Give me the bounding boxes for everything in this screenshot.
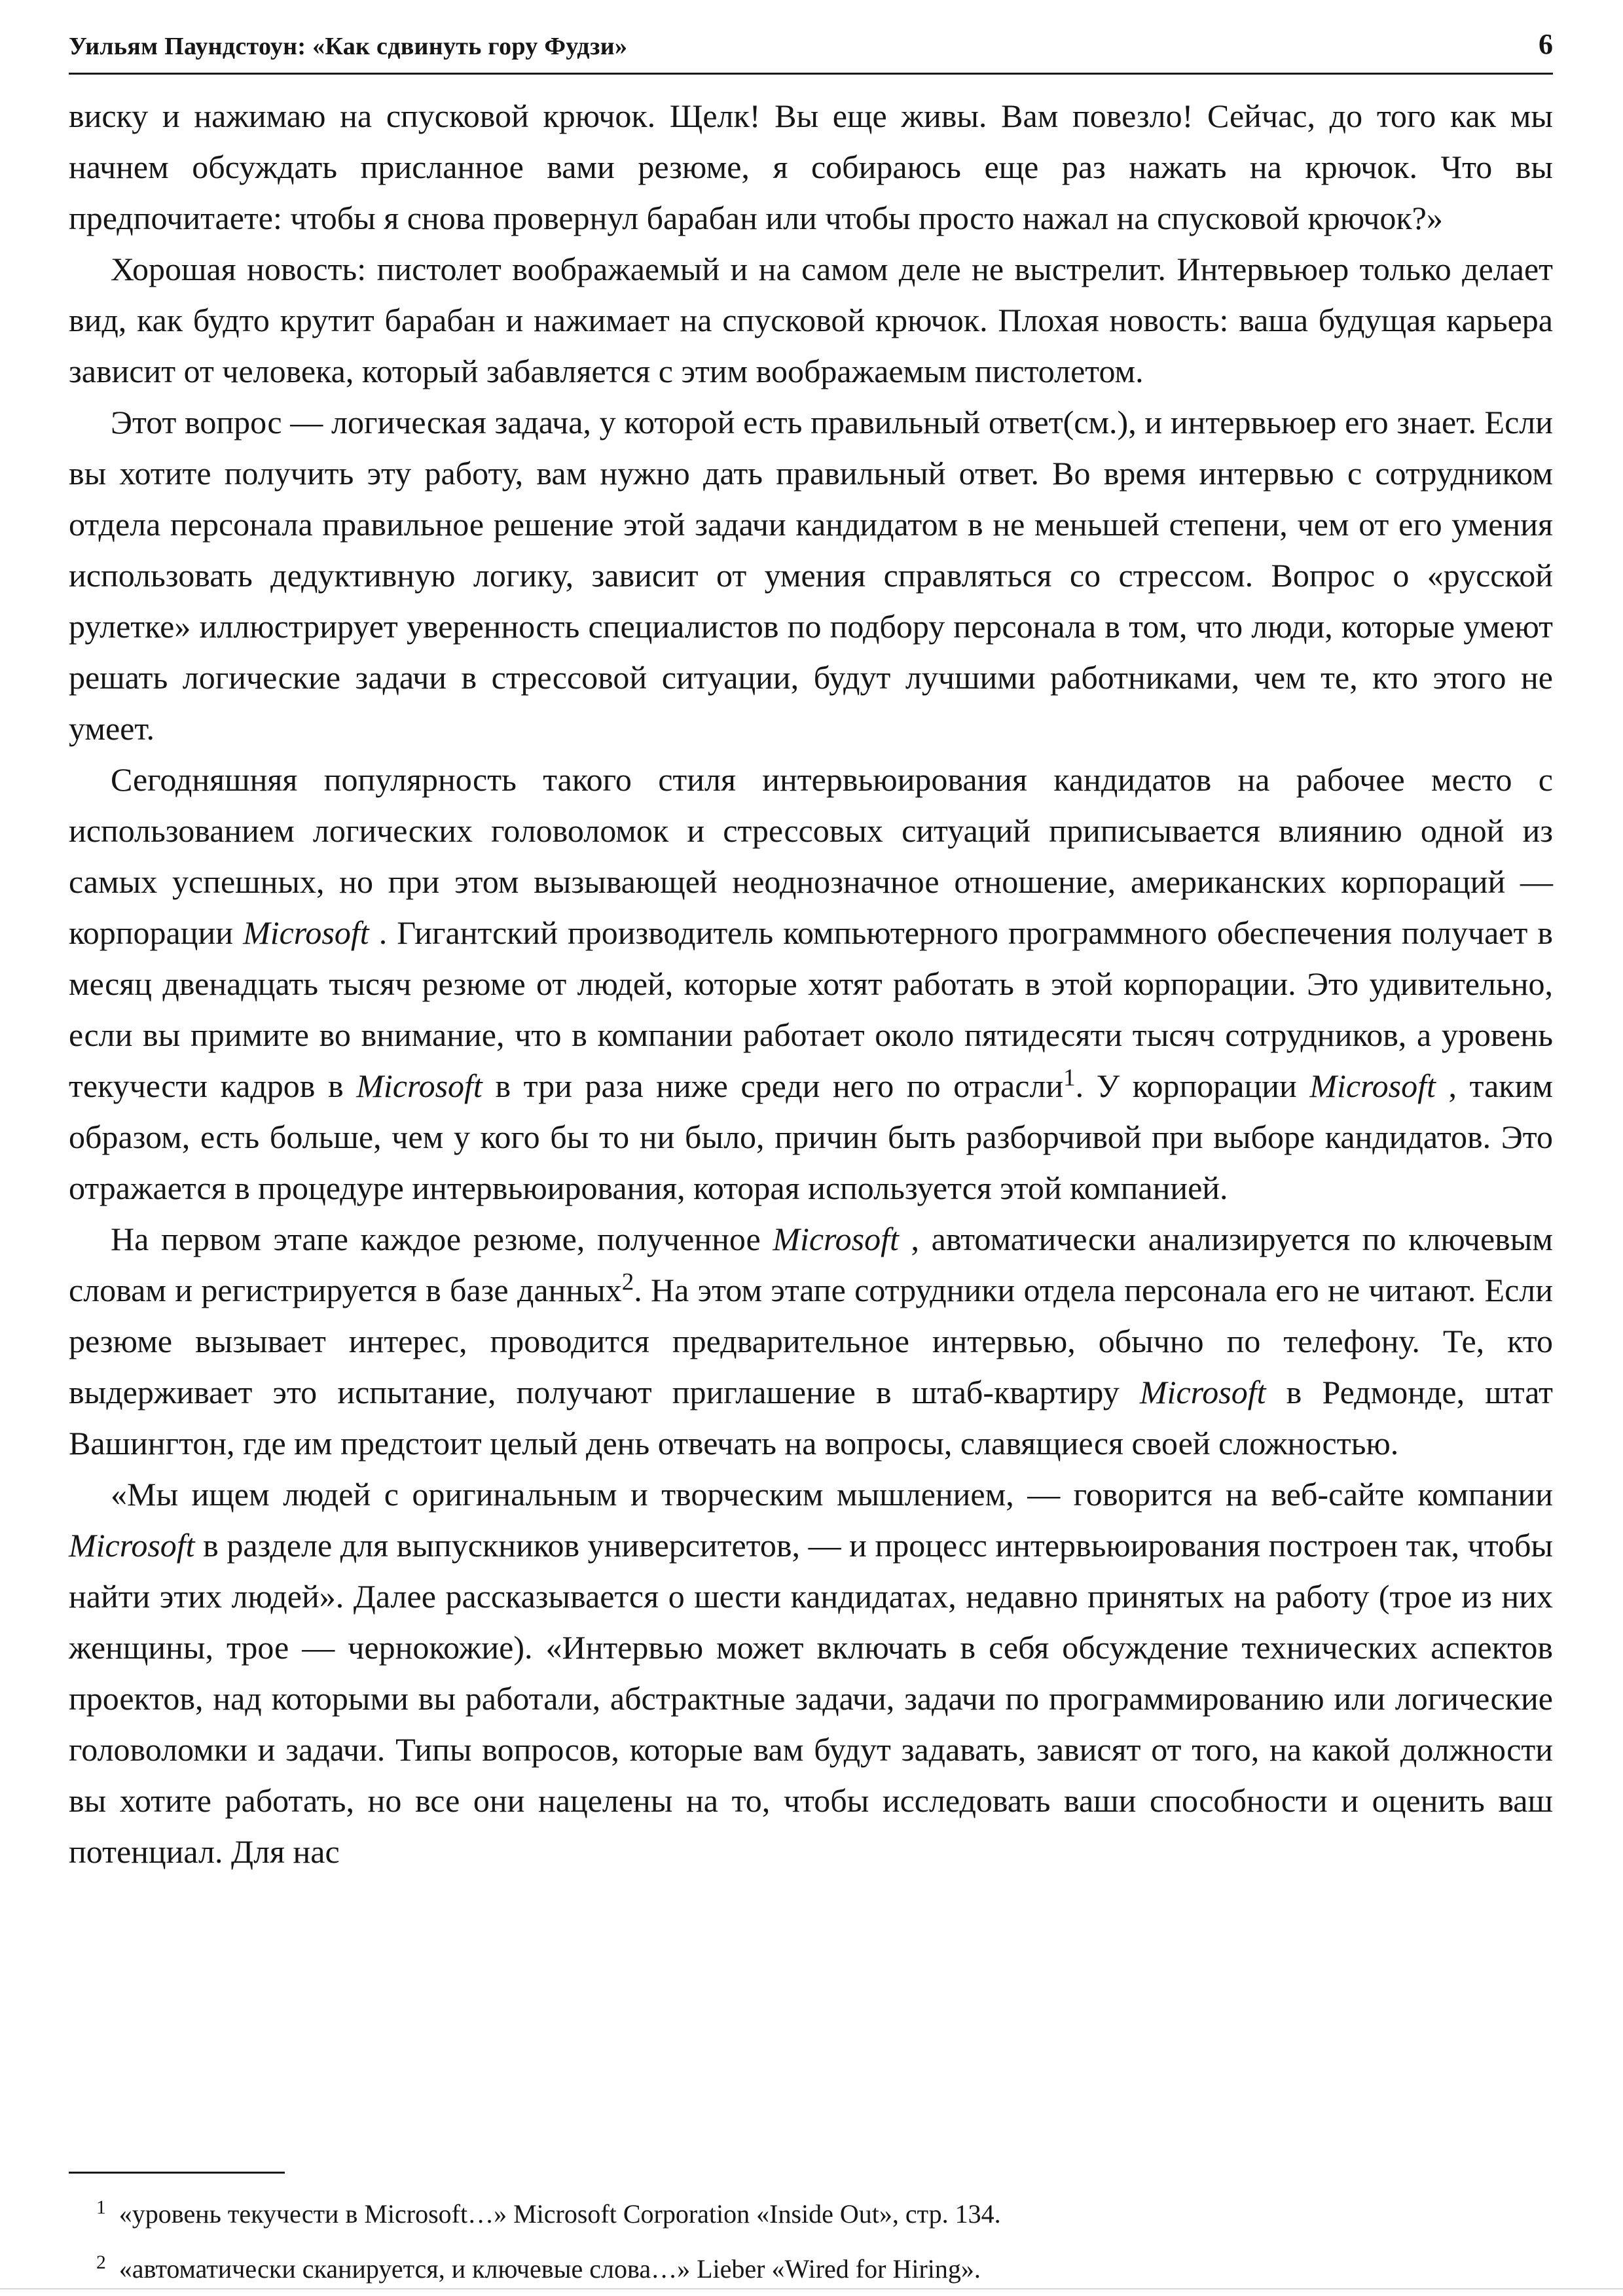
- page-number: 6: [1539, 28, 1553, 60]
- page-content: [69, 27, 1553, 1877]
- paragraph: Этот вопрос — логическая задача, у которой есть правильный ответ(см.), и интервьюер его знает. Если вы хотите получить эту работу, вам нужно дать правильный ответ. Во время интервью с сотрудником отдела персонала правильное решение этой задачи кандидатом в не меньшей степени, чем от его умения использовать дедуктивную логику, зависит от умения справляться со стрессом. Вопрос о «русской рулетке» иллюстрирует уверенность специалистов по подбору персонала в том, что люди, которые умеют решать логические задачи в стрессовой ситуации, будут лучшими работниками, чем те, кто этого не умеет.: [69, 404, 1553, 747]
- paragraph: Сегодняшняя популярность такого стиля интервьюирования кандидатов на рабочее место с использованием логических головоломок и стрессовых ситуаций приписывается влиянию одной из самых успешных, но при этом вызывающей неоднозначное отношение, американских корпораций — корпорации Microsoft . Гигантский производитель компьютерного программного обеспечения получает в месяц двенадцать тысяч резюме от людей, которые хотят работать в этой корпорации. Это удивительно, если вы примите во внимание, что в компании работает около пятидесяти тысяч сотрудников, а уровень текучести кадров в Microsoft в три раза ниже среди него по отрасли$^1$. У корпорации Microsoft , таким образом, есть больше, чем у кого бы то ни было, причин быть разборчивой при выборе кандидатов. Это отражается в процедуре интервьюирования, которая используется этой компанией.: [69, 761, 1554, 1206]
- body-text: [69, 90, 1553, 1877]
- footnote-separator: [69, 2172, 285, 2174]
- page-bottom-edge: [0, 2288, 1623, 2289]
- footnote: $^2$ «автоматически сканируется, и ключевые слова…» Lieber «Wired for Hiring».: [96, 2251, 981, 2284]
- paragraph: На первом этапе каждое резюме, полученное Microsoft , автоматически анализируется по ключевым словам и регистрируется в базе данных$^2$. На этом этапе сотрудники отдела персонала его не читают. Если резюме вызывает интерес, проводится предварительное интервью, обычно по телефону. Те, кто выдерживает это испытание, получают приглашение в штаб-квартиру Microsoft в Редмонде, штат Вашингтон, где им предстоит целый день отвечать на вопросы, славящиеся своей сложностью.: [69, 1221, 1553, 1462]
- footnote: $^1$ «уровень текучести в Microsoft…» Microsoft Corporation «Inside Out», стр. 134.: [96, 2197, 1001, 2229]
- footnotes-section: [69, 2172, 1553, 2296]
- paragraph: виску и нажимаю на спусковой крючок. Щелк! Вы еще живы. Вам повезло! Сейчас, до того как мы начнем обсуждать присланное вами резюме, я собираюсь еще раз нажать на крючок. Что вы предпочитаете: чтобы я снова провернул барабан или чтобы просто нажал на спусковой крючок?»: [69, 98, 1553, 236]
- paragraph: Хорошая новость: пистолет воображаемый и на самом деле не выстрелит. Интервьюер только делает вид, как будто крутит барабан и нажимает на спусковой крючок. Плохая новость: ваша будущая карьера зависит от человека, который забавляется с этим воображаемым пистолетом.: [69, 251, 1553, 389]
- header-title: Уильям Паундстоун: «Как сдвинуть гору Фудзи»: [69, 33, 628, 60]
- page-header: [69, 27, 1553, 75]
- paragraph: «Мы ищем людей с оригинальным и творческим мышлением, — говорится на веб-сайте компании Microsoft в разделе для выпускников университетов, — и процесс интервьюирования построен так, чтобы найти этих людей». Далее рассказывается о шести кандидатах, недавно принятых на работу (трое из них женщины, трое — чернокожие). «Интервью может включать в себя обсуждение технических аспектов проектов, над которыми вы работали, абстрактные задачи, задачи по программированию или логические головоломки и задачи. Типы вопросов, которые вам будут задавать, зависят от того, на какой должности вы хотите работать, но все они нацелены на то, чтобы исследовать ваши способности и оценить ваш потенциал. Для нас: [69, 1476, 1553, 1870]
